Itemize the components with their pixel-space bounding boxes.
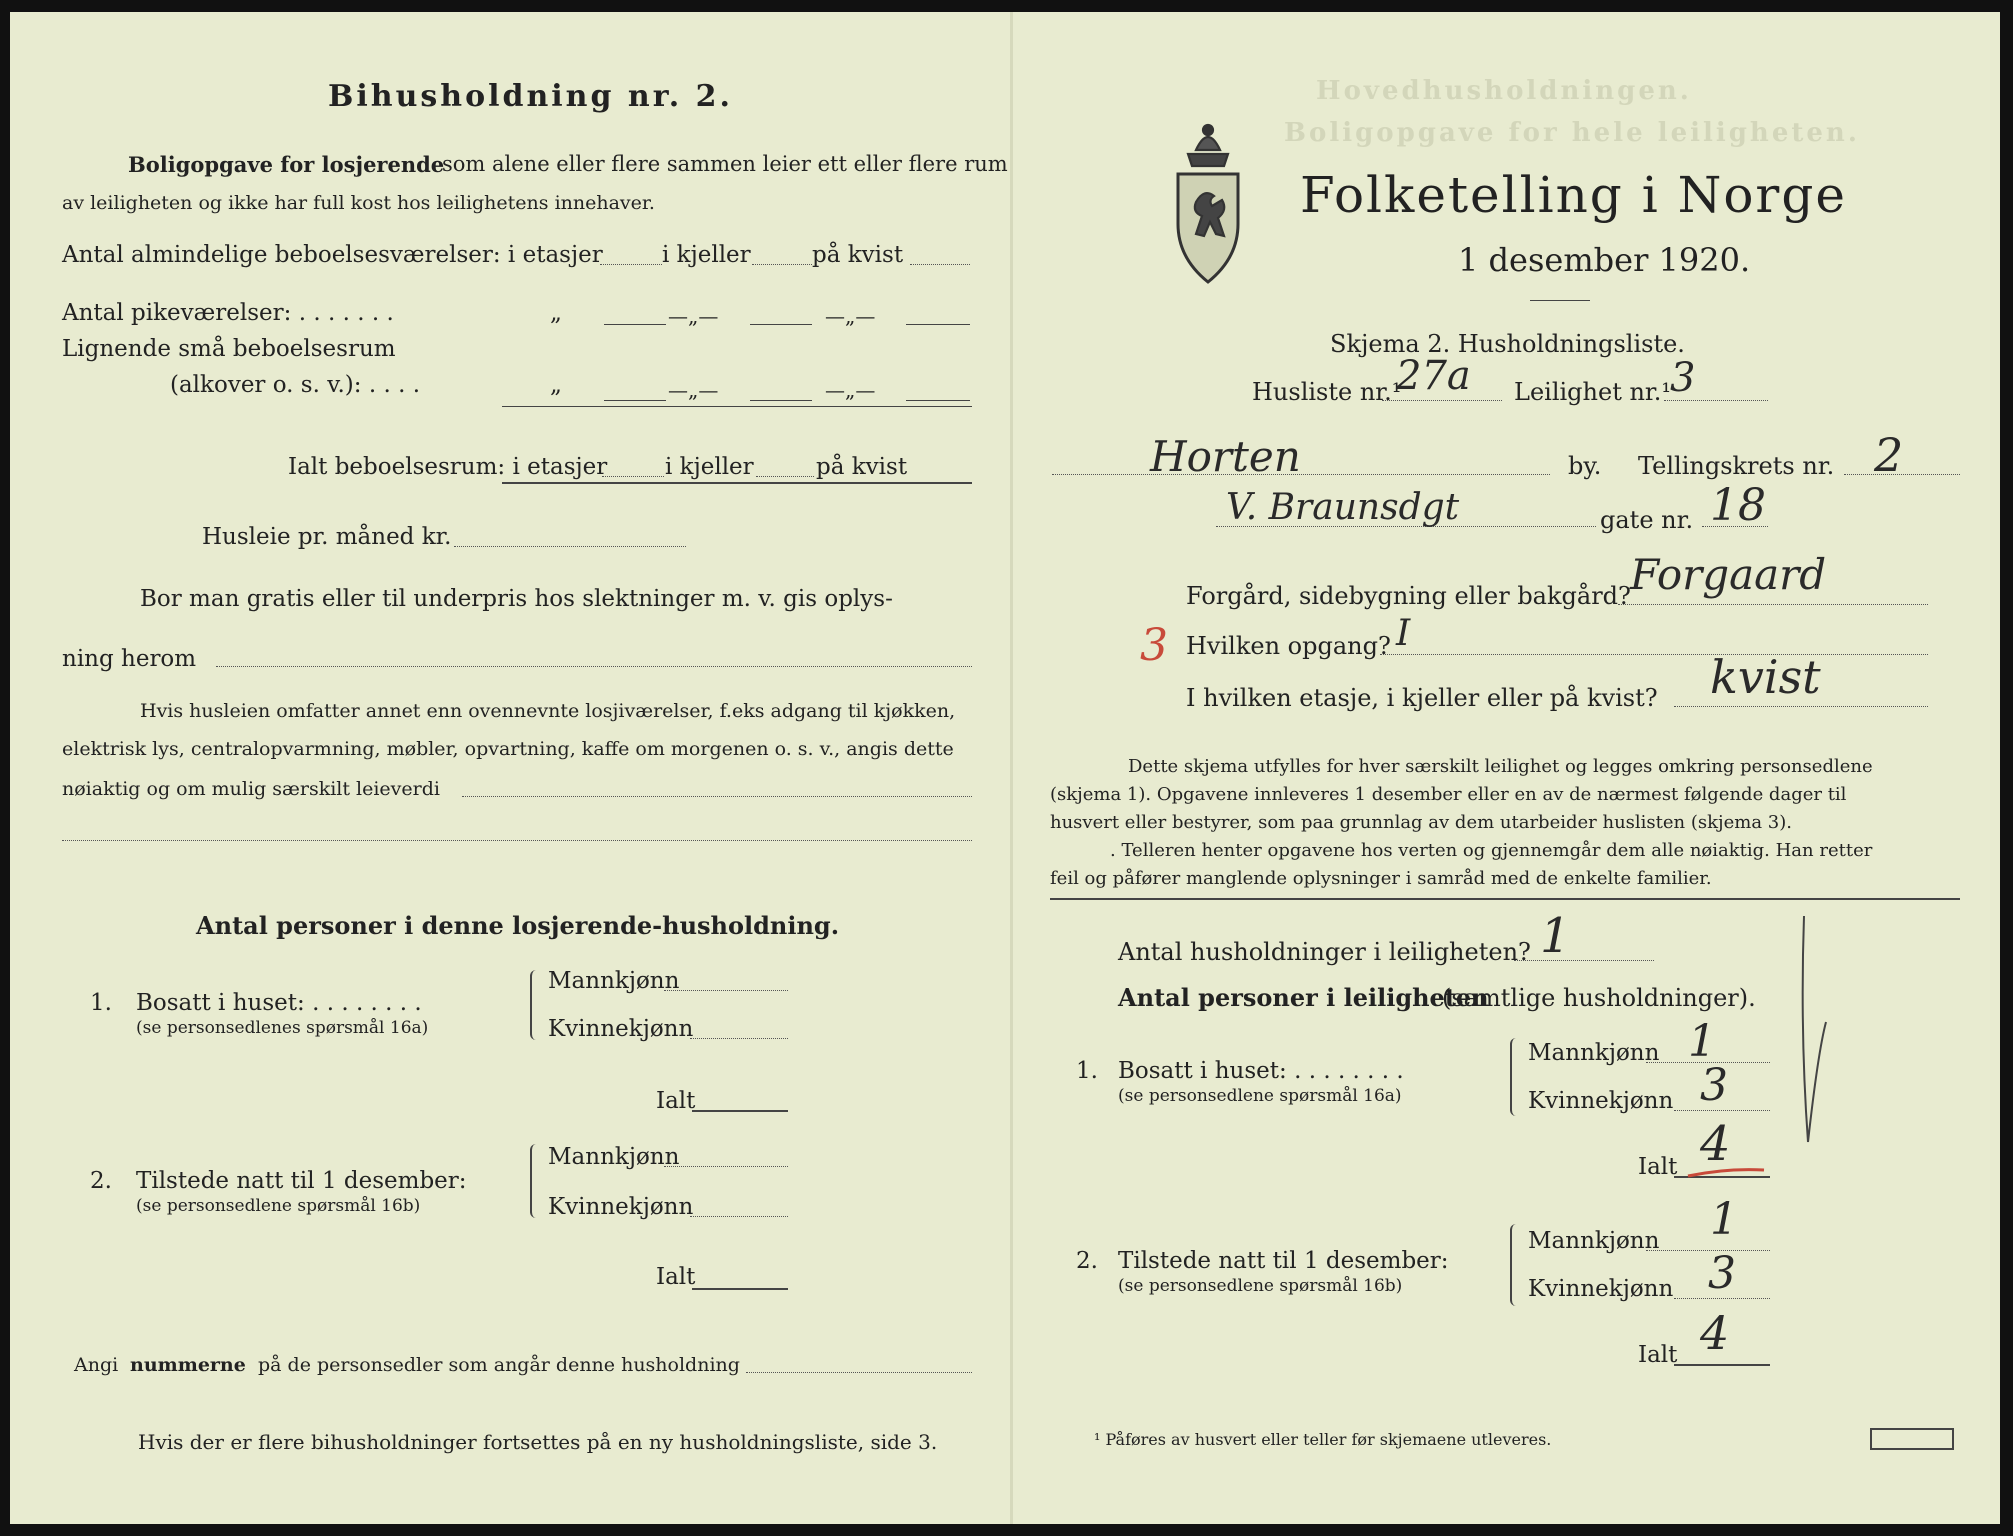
right-q2-mann-value[interactable]: 1 bbox=[1710, 1194, 1738, 1245]
ialt-underline bbox=[502, 482, 972, 484]
right-q2-kvinne-value[interactable]: 3 bbox=[1708, 1248, 1736, 1299]
forgaard-value[interactable]: Forgaard bbox=[1630, 550, 1827, 599]
ghost-text-2: Boligopgave for hele leiligheten. bbox=[1284, 118, 1860, 148]
etasje-label: I hvilken etasje, i kjeller eller på kvist? bbox=[1186, 684, 1658, 712]
husleie-field[interactable] bbox=[454, 546, 686, 547]
gratis-field[interactable] bbox=[216, 666, 972, 667]
pike-ditto: „ bbox=[550, 300, 562, 326]
lign-kjeller-field[interactable] bbox=[750, 400, 812, 401]
left-q2-kvinne-field[interactable] bbox=[690, 1216, 788, 1217]
angi-label-c: på de personsedler som angår denne husholdning bbox=[258, 1354, 740, 1376]
right-q1-mann-value[interactable]: 1 bbox=[1688, 1016, 1716, 1067]
left-q1-number: 1. bbox=[90, 990, 112, 1016]
lignende-label-1: Lignende små beboelsesrum bbox=[62, 336, 396, 362]
hvis-line-2: elektrisk lys, centralopvarmning, møbler, opvartning, kaffe om morgenen o. s. v., angis dette bbox=[62, 738, 954, 760]
right-q1-ialt-label: Ialt bbox=[1638, 1154, 1678, 1180]
right-q1-number: 1. bbox=[1076, 1058, 1098, 1084]
leilighet-value[interactable]: 3 bbox=[1670, 355, 1696, 401]
personer-heading: Antal personer i leiligheten bbox=[1118, 983, 1489, 1012]
right-q2-mann-label: Mannkjønn bbox=[1528, 1228, 1660, 1254]
husholdninger-label: Antal husholdninger i leiligheten? bbox=[1118, 938, 1531, 966]
right-q2-number: 2. bbox=[1076, 1248, 1098, 1274]
left-q1-ialt-label: Ialt bbox=[656, 1088, 696, 1114]
ialt-kjeller-label: i kjeller bbox=[665, 454, 754, 480]
left-q1-kvinne-field[interactable] bbox=[690, 1038, 788, 1039]
forgaard-field[interactable] bbox=[1618, 604, 1928, 605]
right-title: Folketelling i Norge bbox=[1300, 166, 1847, 224]
left-q1-mann-label: Mannkjønn bbox=[548, 968, 680, 994]
tellingskrets-label: Tellingskrets nr. bbox=[1638, 452, 1835, 480]
left-q2-mann-field[interactable] bbox=[664, 1166, 788, 1167]
by-value[interactable]: Horten bbox=[1150, 432, 1301, 481]
angi-field[interactable] bbox=[746, 1372, 972, 1373]
left-q2-sub: (se personsedlene spørsmål 16b) bbox=[136, 1196, 421, 1216]
right-q2-brace bbox=[1510, 1224, 1518, 1306]
gate-value[interactable]: V. Braunsdgt bbox=[1226, 487, 1460, 528]
gate-label: gate nr. bbox=[1600, 506, 1694, 534]
angi-label-b: nummerne bbox=[130, 1354, 246, 1376]
skjema-label: Skjema 2. Husholdningsliste. bbox=[1330, 330, 1685, 358]
left-q2-number: 2. bbox=[90, 1168, 112, 1194]
intro-rest-1: som alene eller flere sammen leier ett eller flere rum bbox=[442, 152, 1008, 176]
info-line-2: (skjema 1). Opgavene innleveres 1 desember eller en av de nærmest følgende dager til bbox=[1050, 784, 1847, 805]
husleie-label: Husleie pr. måned kr. bbox=[202, 524, 452, 550]
rooms-kjeller-label: i kjeller bbox=[662, 242, 751, 268]
husholdninger-value[interactable]: 1 bbox=[1540, 908, 1571, 964]
right-q1-label: Bosatt i huset: . . . . . . . . bbox=[1118, 1058, 1404, 1084]
info-line-3: husvert eller bestyrer, som paa grunnlag av dem utarbeider huslisten (skjema 3). bbox=[1050, 812, 1792, 833]
by-field[interactable] bbox=[1052, 474, 1550, 475]
right-q2-ialt-value[interactable]: 4 bbox=[1700, 1306, 1730, 1360]
personer-heading-rest: (samtlige husholdninger). bbox=[1442, 984, 1756, 1012]
pike-ditto-3: —„— bbox=[825, 304, 876, 328]
intro-rest-2: av leiligheten og ikke har full kost hos leilighetens innehaver. bbox=[62, 192, 655, 214]
lign-ditto-2: —„— bbox=[668, 378, 719, 402]
rooms-kvist-label: på kvist bbox=[812, 242, 904, 268]
ialt-kjeller-field[interactable] bbox=[756, 476, 814, 477]
footnote: ¹ Påføres av husvert eller teller før skjemaene utleveres. bbox=[1094, 1430, 1552, 1449]
ghost-text-1: Hovedhusholdningen. bbox=[1316, 76, 1692, 106]
lign-kvist-field[interactable] bbox=[906, 400, 970, 401]
left-footer-note: Hvis der er flere bihusholdninger fortsettes på en ny husholdningsliste, side 3. bbox=[138, 1430, 938, 1454]
rooms-kjeller-field[interactable] bbox=[752, 264, 812, 265]
right-q1-kvinne-value[interactable]: 3 bbox=[1700, 1060, 1728, 1111]
right-q2-sub: (se personsedlene spørsmål 16b) bbox=[1118, 1276, 1403, 1296]
left-antal-heading: Antal personer i denne losjerende-husholdning. bbox=[196, 911, 840, 940]
right-q1-brace bbox=[1510, 1038, 1518, 1116]
info-line-4: . Telleren henter opgavene hos verten og gjennemgår dem alle nøiaktig. Han retter bbox=[1110, 840, 1873, 861]
margin-check-mark-icon bbox=[1792, 912, 1832, 1152]
left-q2-brace bbox=[530, 1144, 538, 1218]
title-divider bbox=[1530, 300, 1590, 301]
ialt-kvist-label: på kvist bbox=[816, 454, 908, 480]
info-line-5: feil og påfører manglende oplysninger i samråd med de enkelte familier. bbox=[1050, 868, 1712, 889]
right-q2-kvinne-label: Kvinnekjønn bbox=[1528, 1276, 1674, 1302]
left-q2-mann-label: Mannkjønn bbox=[548, 1144, 680, 1170]
husliste-label: Husliste nr.¹ bbox=[1252, 378, 1402, 406]
left-q1-label: Bosatt i huset: . . . . . . . . bbox=[136, 990, 422, 1016]
left-q1-ialt-field[interactable] bbox=[692, 1110, 788, 1112]
pike-label: Antal pikeværelser: . . . . . . . bbox=[62, 300, 394, 326]
right-q1-mann-label: Mannkjønn bbox=[1528, 1040, 1660, 1066]
husholdninger-field[interactable] bbox=[1514, 960, 1654, 961]
right-q1-sub: (se personsedlene spørsmål 16a) bbox=[1118, 1086, 1402, 1106]
pike-kjeller-field[interactable] bbox=[750, 324, 812, 325]
left-q1-kvinne-label: Kvinnekjønn bbox=[548, 1016, 694, 1042]
leilighet-label: Leilighet nr.¹ bbox=[1514, 378, 1672, 406]
opgang-margin-value: 3 bbox=[1140, 620, 1168, 671]
opgang-label: Hvilken opgang? bbox=[1186, 632, 1391, 660]
lign-ditto: „ bbox=[550, 372, 562, 398]
etasje-field[interactable] bbox=[1674, 706, 1928, 707]
gratis-line-2: ning herom bbox=[62, 646, 197, 672]
left-q1-mann-field[interactable] bbox=[664, 990, 788, 991]
info-line-1: Dette skjema utfylles for hver særskilt leilighet og legges omkring personsedlene bbox=[1128, 756, 1873, 777]
right-q2-label: Tilstede natt til 1 desember: bbox=[1118, 1248, 1449, 1274]
left-q2-label: Tilstede natt til 1 desember: bbox=[136, 1168, 467, 1194]
ialt-rooms-label: Ialt beboelsesrum: i etasjer bbox=[288, 454, 608, 480]
left-title: Bihusholdning nr. 2. bbox=[328, 79, 733, 114]
hvis-line-3: nøiaktig og om mulig særskilt leieverdi bbox=[62, 778, 440, 800]
right-q1-kvinne-label: Kvinnekjønn bbox=[1528, 1088, 1674, 1114]
rooms-kvist-field[interactable] bbox=[910, 264, 970, 265]
husliste-field[interactable] bbox=[1382, 400, 1502, 401]
left-q2-ialt-label: Ialt bbox=[656, 1264, 696, 1290]
right-q1-ialt-value[interactable]: 4 bbox=[1700, 1116, 1731, 1172]
right-q2-ialt-field[interactable] bbox=[1674, 1364, 1770, 1366]
right-section-divider bbox=[1050, 898, 1960, 900]
angi-label-a: Angi bbox=[74, 1354, 119, 1376]
left-q1-brace bbox=[530, 970, 538, 1040]
lign-sum-rule bbox=[502, 406, 972, 407]
left-q2-kvinne-label: Kvinnekjønn bbox=[548, 1194, 694, 1220]
rooms-label: Antal almindelige beboelsesværelser: i etasjer bbox=[62, 242, 603, 268]
lign-ditto-3: —„— bbox=[825, 378, 876, 402]
pike-ditto-2: —„— bbox=[668, 304, 719, 328]
norway-coat-of-arms-icon bbox=[1170, 120, 1246, 290]
left-q1-sub: (se personsedlenes spørsmål 16a) bbox=[136, 1018, 429, 1038]
pike-kvist-field[interactable] bbox=[906, 324, 970, 325]
etasje-value[interactable]: kvist bbox=[1710, 650, 1821, 704]
right-q2-ialt-label: Ialt bbox=[1638, 1342, 1678, 1368]
opgang-field[interactable] bbox=[1380, 654, 1928, 655]
husliste-value[interactable]: 27a bbox=[1396, 353, 1471, 399]
lignende-label-2: (alkover o. s. v.): . . . . bbox=[170, 372, 421, 398]
by-label: by. bbox=[1568, 452, 1602, 480]
rooms-etasjer-field[interactable] bbox=[600, 264, 662, 265]
gate-nr-value[interactable]: 18 bbox=[1710, 480, 1766, 531]
tellingskrets-value[interactable]: 2 bbox=[1874, 428, 1904, 482]
pike-etasjer-field[interactable] bbox=[604, 324, 666, 325]
lign-etasjer-field[interactable] bbox=[604, 400, 666, 401]
leieverdi-field-2[interactable] bbox=[62, 840, 972, 841]
hvis-line-1: Hvis husleien omfatter annet enn ovennevnte losjiværelser, f.eks adgang til kjøkken, bbox=[140, 700, 956, 722]
right-date: 1 desember 1920. bbox=[1458, 241, 1751, 279]
left-q2-ialt-field[interactable] bbox=[692, 1288, 788, 1290]
leieverdi-field[interactable] bbox=[462, 796, 972, 797]
gratis-line-1: Bor man gratis eller til underpris hos slektninger m. v. gis oplys- bbox=[140, 586, 893, 612]
ialt-etasjer-field[interactable] bbox=[602, 476, 664, 477]
census-form-page bbox=[10, 12, 2000, 1524]
opgang-value[interactable]: I bbox=[1396, 613, 1411, 654]
red-check-stroke-icon bbox=[1686, 1162, 1766, 1182]
forgaard-label: Forgård, sidebygning eller bakgård? bbox=[1186, 582, 1631, 610]
intro-bold: Boligopgave for losjerende bbox=[128, 152, 445, 177]
printer-stamp bbox=[1870, 1428, 1954, 1450]
